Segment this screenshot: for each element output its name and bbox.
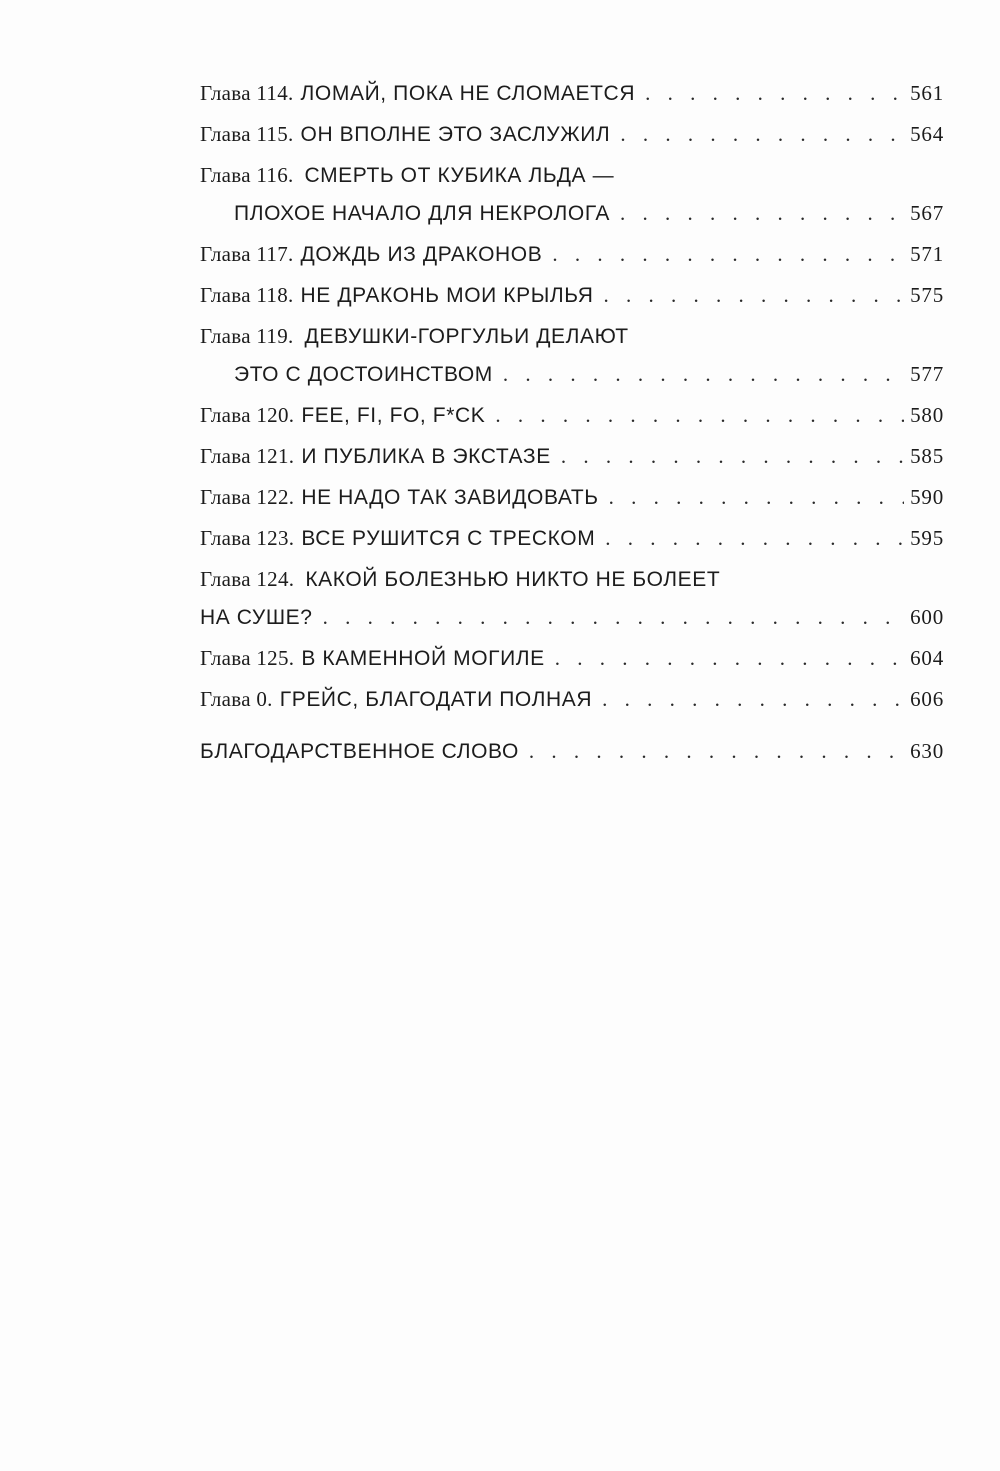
chapter-title: ГРЕЙС, БЛАГОДАТИ ПОЛНАЯ [279,688,593,711]
chapter-title: НЕ НАДО ТАК ЗАВИДОВАТЬ [301,486,599,509]
chapter-title: И ПУБЛИКА В ЭКСТАЗЕ [301,445,551,468]
chapter-label: Глава 116. [200,163,294,187]
chapter-title: ДОЖДЬ ИЗ ДРАКОНОВ [300,243,543,266]
chapter-title: КАКОЙ БОЛЕЗНЬЮ НИКТО НЕ БОЛЕЕТ [305,568,721,591]
dot-leader [602,686,904,712]
page-number: 595 [910,526,944,550]
page-number: 567 [910,201,944,225]
chapter-label: Глава 121. [200,444,295,468]
chapter-label: Глава 119. [200,324,294,348]
page-number: 564 [910,122,944,146]
toc-entry [200,402,944,428]
page-number: 580 [910,403,944,427]
chapter-label: Глава 123. [200,526,295,550]
dot-leader [609,484,904,510]
dot-leader [620,121,904,147]
chapter-title: ВСЕ РУШИТСЯ С ТРЕСКОМ [301,527,596,550]
toc-entry [200,282,944,308]
chapter-title-continuation: ПЛОХОЕ НАЧАЛО ДЛЯ НЕКРОЛОГА [234,202,611,225]
chapter-label: Глава 115. [200,122,294,146]
toc-entry [200,443,944,469]
chapter-title-continuation: НА СУШЕ? [200,606,313,629]
chapter-title-continuation: ЭТО С ДОСТОИНСТВОМ [234,363,493,386]
dot-leader [603,282,904,308]
toc-entry [200,121,944,147]
dot-leader [605,525,904,551]
chapter-title: ОН ВПОЛНЕ ЭТО ЗАСЛУЖИЛ [300,123,611,146]
chapter-label: Глава 120. [200,403,295,427]
toc-entry [200,566,944,630]
toc-entry [200,686,944,712]
chapter-label: Глава 114. [200,81,294,105]
chapter-label: Глава 124. [200,567,295,591]
table-of-contents [200,80,944,779]
chapter-title: НЕ ДРАКОНЬ МОИ КРЫЛЬЯ [300,284,594,307]
page-number: 577 [910,362,944,386]
toc-entry [200,525,944,551]
toc-entry [200,484,944,510]
chapter-title: ЛОМАЙ, ПОКА НЕ СЛОМАЕТСЯ [300,82,636,105]
dot-leader [323,604,905,630]
page-number: 600 [910,605,944,629]
toc-entry [200,323,944,387]
toc-entry-acknowledgements [200,738,944,764]
acknowledgements-title: БЛАГОДАРСТВЕННОЕ СЛОВО [200,740,519,763]
page-number: 590 [910,485,944,509]
toc-entry [200,241,944,267]
dot-leader [503,361,904,387]
page-number: 630 [910,739,944,763]
dot-leader [495,402,904,428]
chapter-label: Глава 118. [200,283,294,307]
page-number: 585 [910,444,944,468]
page-number: 571 [910,242,944,266]
chapter-title: ДЕВУШКИ-ГОРГУЛЬИ ДЕЛАЮТ [304,325,629,348]
chapter-label: Глава 125. [200,646,295,670]
page-number: 561 [910,81,944,105]
page-number: 604 [910,646,944,670]
chapter-label: Глава 0. [200,687,273,711]
dot-leader [561,443,904,469]
chapter-title: FEE, FI, FO, F*CK [301,404,486,427]
dot-leader [552,241,904,267]
chapter-label: Глава 122. [200,485,295,509]
toc-entry [200,80,944,106]
toc-entry [200,645,944,671]
dot-leader [555,645,904,671]
toc-entry [200,162,944,226]
chapter-title: СМЕРТЬ ОТ КУБИКА ЛЬДА — [304,164,615,187]
dot-leader [529,738,904,764]
chapter-title: В КАМЕННОЙ МОГИЛЕ [301,647,545,670]
page-number: 575 [910,283,944,307]
dot-leader [645,80,904,106]
page-number: 606 [910,687,944,711]
dot-leader [620,200,904,226]
chapter-label: Глава 117. [200,242,294,266]
